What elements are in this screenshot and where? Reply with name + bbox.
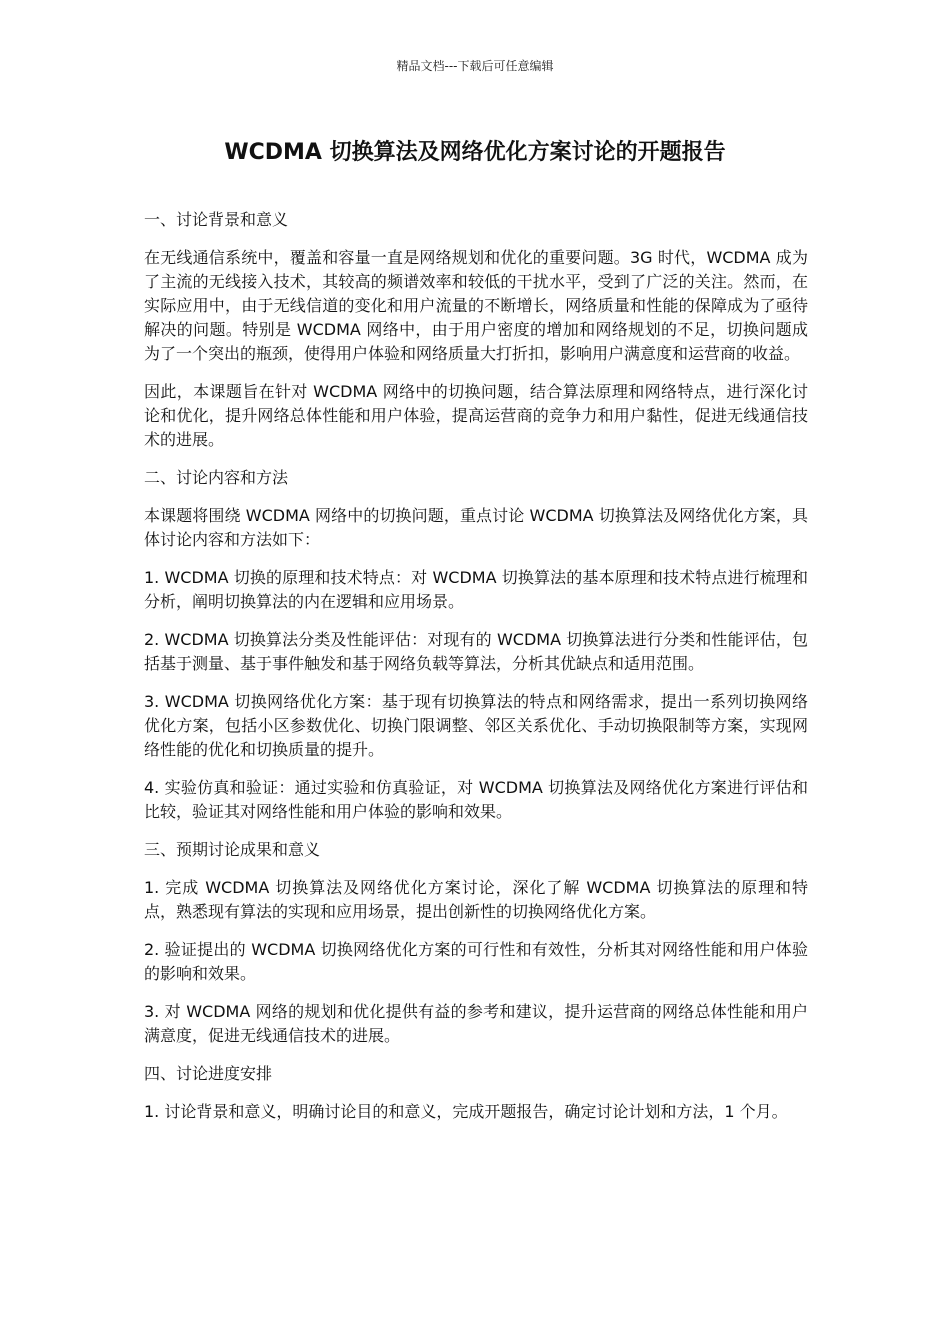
paragraph-background-1: 在无线通信系统中，覆盖和容量一直是网络规划和优化的重要问题。3G 时代，WCDMA 成为了主流的无线接入技术，其较高的频谱效率和较低的干扰水平，受到了广泛的关注。然而，在实际应用中，由于无线信道的变化和用户流量的不断增长，网络质量和性能的保障成为了亟待解决的问题。特别是 WCDMA 网络中，由于用户密度的增加和网络规划的不足，切换问题成为了一个突出的瓶颈，使得用户体验和网络质量大打折扣，影响用户满意度和运营商的收益。	[144, 248, 808, 363]
document-title: WCDMA 切换算法及网络优化方案讨论的开题报告	[224, 140, 726, 165]
list-item-content-3: 3. WCDMA 切换网络优化方案：基于现有切换算法的特点和网络需求，提出一系列切换网络优化方案，包括小区参数优化、切换门限调整、邻区关系优化、手动切换限制等方案，实现网络性能的优化和切换质量的提升。	[144, 692, 808, 759]
list-item-results-1: 1. 完成 WCDMA 切换算法及网络优化方案讨论，深化了解 WCDMA 切换算法的原理和特点，熟悉现有算法的实现和应用场景，提出创新性的切换网络优化方案。	[144, 878, 808, 921]
list-item-results-3: 3. 对 WCDMA 网络的规划和优化提供有益的参考和建议，提升运营商的网络总体性能和用户满意度，促进无线通信技术的进展。	[144, 1002, 808, 1045]
section-heading-background: 一、讨论背景和意义	[144, 210, 289, 229]
paragraph-content-intro: 本课题将围绕 WCDMA 网络中的切换问题，重点讨论 WCDMA 切换算法及网络优化方案，具体讨论内容和方法如下：	[144, 506, 808, 549]
section-heading-expected-results: 三、预期讨论成果和意义	[144, 840, 321, 859]
list-item-content-1: 1. WCDMA 切换的原理和技术特点：对 WCDMA 切换算法的基本原理和技术特点进行梳理和分析，阐明切换算法的内在逻辑和应用场景。	[144, 568, 808, 611]
header-note: 精品文档---下载后可任意编辑	[396, 59, 554, 73]
section-heading-content-methods: 二、讨论内容和方法	[144, 468, 289, 487]
section-heading-schedule: 四、讨论进度安排	[144, 1064, 273, 1083]
list-item-content-2: 2. WCDMA 切换算法分类及性能评估：对现有的 WCDMA 切换算法进行分类和性能评估，包括基于测量、基于事件触发和基于网络负载等算法，分析其优缺点和适用范围。	[144, 630, 808, 673]
list-item-schedule-1: 1. 讨论背景和意义，明确讨论目的和意义，完成开题报告，确定讨论计划和方法，1 个月。	[144, 1102, 788, 1121]
list-item-results-2: 2. 验证提出的 WCDMA 切换网络优化方案的可行性和有效性，分析其对网络性能和用户体验的影响和效果。	[144, 940, 808, 983]
list-item-content-4: 4. 实验仿真和验证：通过实验和仿真验证，对 WCDMA 切换算法及网络优化方案进行评估和比较，验证其对网络性能和用户体验的影响和效果。	[144, 778, 808, 821]
document-body	[144, 208, 808, 1138]
paragraph-background-2: 因此，本课题旨在针对 WCDMA 网络中的切换问题，结合算法原理和网络特点，进行深化讨论和优化，提升网络总体性能和用户体验，提高运营商的竞争力和用户黏性，促进无线通信技术的进展。	[144, 382, 808, 449]
